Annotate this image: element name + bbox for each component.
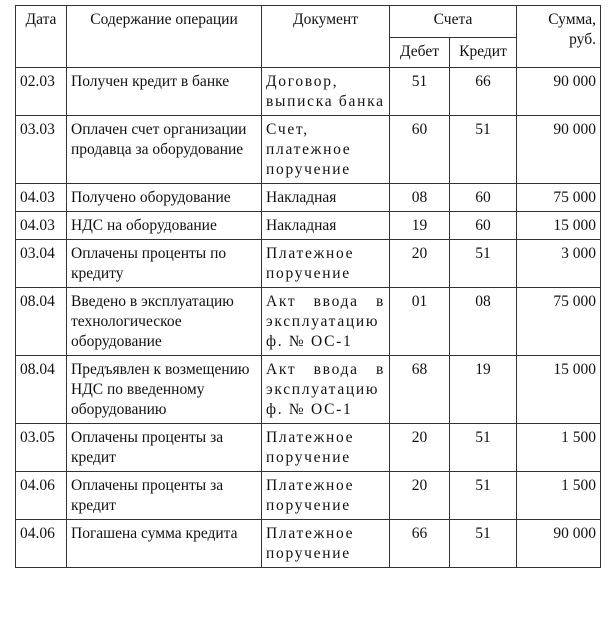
header-credit: Кредит	[450, 38, 517, 68]
credit-cell: 51	[450, 240, 517, 288]
table-row	[16, 68, 601, 116]
description-cell: Оплачены проценты за кредит	[67, 424, 262, 472]
description-cell: Оплачены проценты за кредит	[67, 472, 262, 520]
date-cell: 04.03	[16, 184, 67, 212]
header-debit: Дебет	[390, 38, 450, 68]
document-cell: Акт ввода в эксплуатацию ф. № ОС-1	[262, 356, 390, 424]
table-row	[16, 212, 601, 240]
credit-cell: 66	[450, 68, 517, 116]
table-body	[16, 68, 601, 568]
credit-cell: 08	[450, 288, 517, 356]
debit-cell: 66	[390, 520, 450, 568]
header-row	[16, 6, 601, 38]
document-cell: Накладная	[262, 184, 390, 212]
table-row	[16, 520, 601, 568]
table-row	[16, 288, 601, 356]
credit-cell: 60	[450, 212, 517, 240]
credit-cell: 51	[450, 472, 517, 520]
date-cell: 04.03	[16, 212, 67, 240]
sum-cell: 1 500	[517, 472, 601, 520]
description-cell: Погашена сумма кредита	[67, 520, 262, 568]
credit-cell: 51	[450, 520, 517, 568]
description-cell: Оплачены проценты по кредиту	[67, 240, 262, 288]
table-row	[16, 472, 601, 520]
debit-cell: 68	[390, 356, 450, 424]
header-accounts: Счета	[390, 6, 517, 38]
date-cell: 02.03	[16, 68, 67, 116]
table-header	[16, 6, 601, 68]
debit-cell: 60	[390, 116, 450, 184]
sum-cell: 3 000	[517, 240, 601, 288]
date-cell: 04.06	[16, 472, 67, 520]
debit-cell: 51	[390, 68, 450, 116]
table-row	[16, 356, 601, 424]
document-cell: Платежное поручение	[262, 472, 390, 520]
date-cell: 03.03	[16, 116, 67, 184]
table-row	[16, 424, 601, 472]
header-sum: Сумма, руб.	[517, 6, 601, 68]
description-cell: НДС на оборудование	[67, 212, 262, 240]
description-cell: Получен кредит в банке	[67, 68, 262, 116]
date-cell: 03.05	[16, 424, 67, 472]
table-row	[16, 184, 601, 212]
header-document: Документ	[262, 6, 390, 68]
document-cell: Накладная	[262, 212, 390, 240]
debit-cell: 20	[390, 472, 450, 520]
header-description: Содержание операции	[67, 6, 262, 68]
sum-cell: 15 000	[517, 356, 601, 424]
document-cell: Акт ввода в эксплуатацию ф. № ОС-1	[262, 288, 390, 356]
document-cell: Платежное поручение	[262, 240, 390, 288]
sum-cell: 1 500	[517, 424, 601, 472]
date-cell: 03.04	[16, 240, 67, 288]
description-cell: Получено оборудование	[67, 184, 262, 212]
document-cell: Платежное поручение	[262, 424, 390, 472]
description-cell: Оплачен счет организации продавца за оборудование	[67, 116, 262, 184]
date-cell: 08.04	[16, 288, 67, 356]
header-date: Дата	[16, 6, 67, 68]
description-cell: Введено в эксплуатацию технологическое оборудование	[67, 288, 262, 356]
document-cell: Договор, выписка банка	[262, 68, 390, 116]
sum-cell: 90 000	[517, 520, 601, 568]
sum-cell: 75 000	[517, 288, 601, 356]
debit-cell: 08	[390, 184, 450, 212]
sum-cell: 90 000	[517, 68, 601, 116]
debit-cell: 20	[390, 240, 450, 288]
debit-cell: 19	[390, 212, 450, 240]
table-row	[16, 116, 601, 184]
description-cell: Предъявлен к возмещению НДС по введенному оборудованию	[67, 356, 262, 424]
credit-cell: 19	[450, 356, 517, 424]
document-cell: Счет, платежное поручение	[262, 116, 390, 184]
date-cell: 04.06	[16, 520, 67, 568]
debit-cell: 20	[390, 424, 450, 472]
credit-cell: 51	[450, 424, 517, 472]
sum-cell: 15 000	[517, 212, 601, 240]
credit-cell: 60	[450, 184, 517, 212]
sum-cell: 75 000	[517, 184, 601, 212]
date-cell: 08.04	[16, 356, 67, 424]
operations-table	[15, 5, 601, 568]
debit-cell: 01	[390, 288, 450, 356]
credit-cell: 51	[450, 116, 517, 184]
document-cell: Платежное поручение	[262, 520, 390, 568]
table-row	[16, 240, 601, 288]
sum-cell: 90 000	[517, 116, 601, 184]
